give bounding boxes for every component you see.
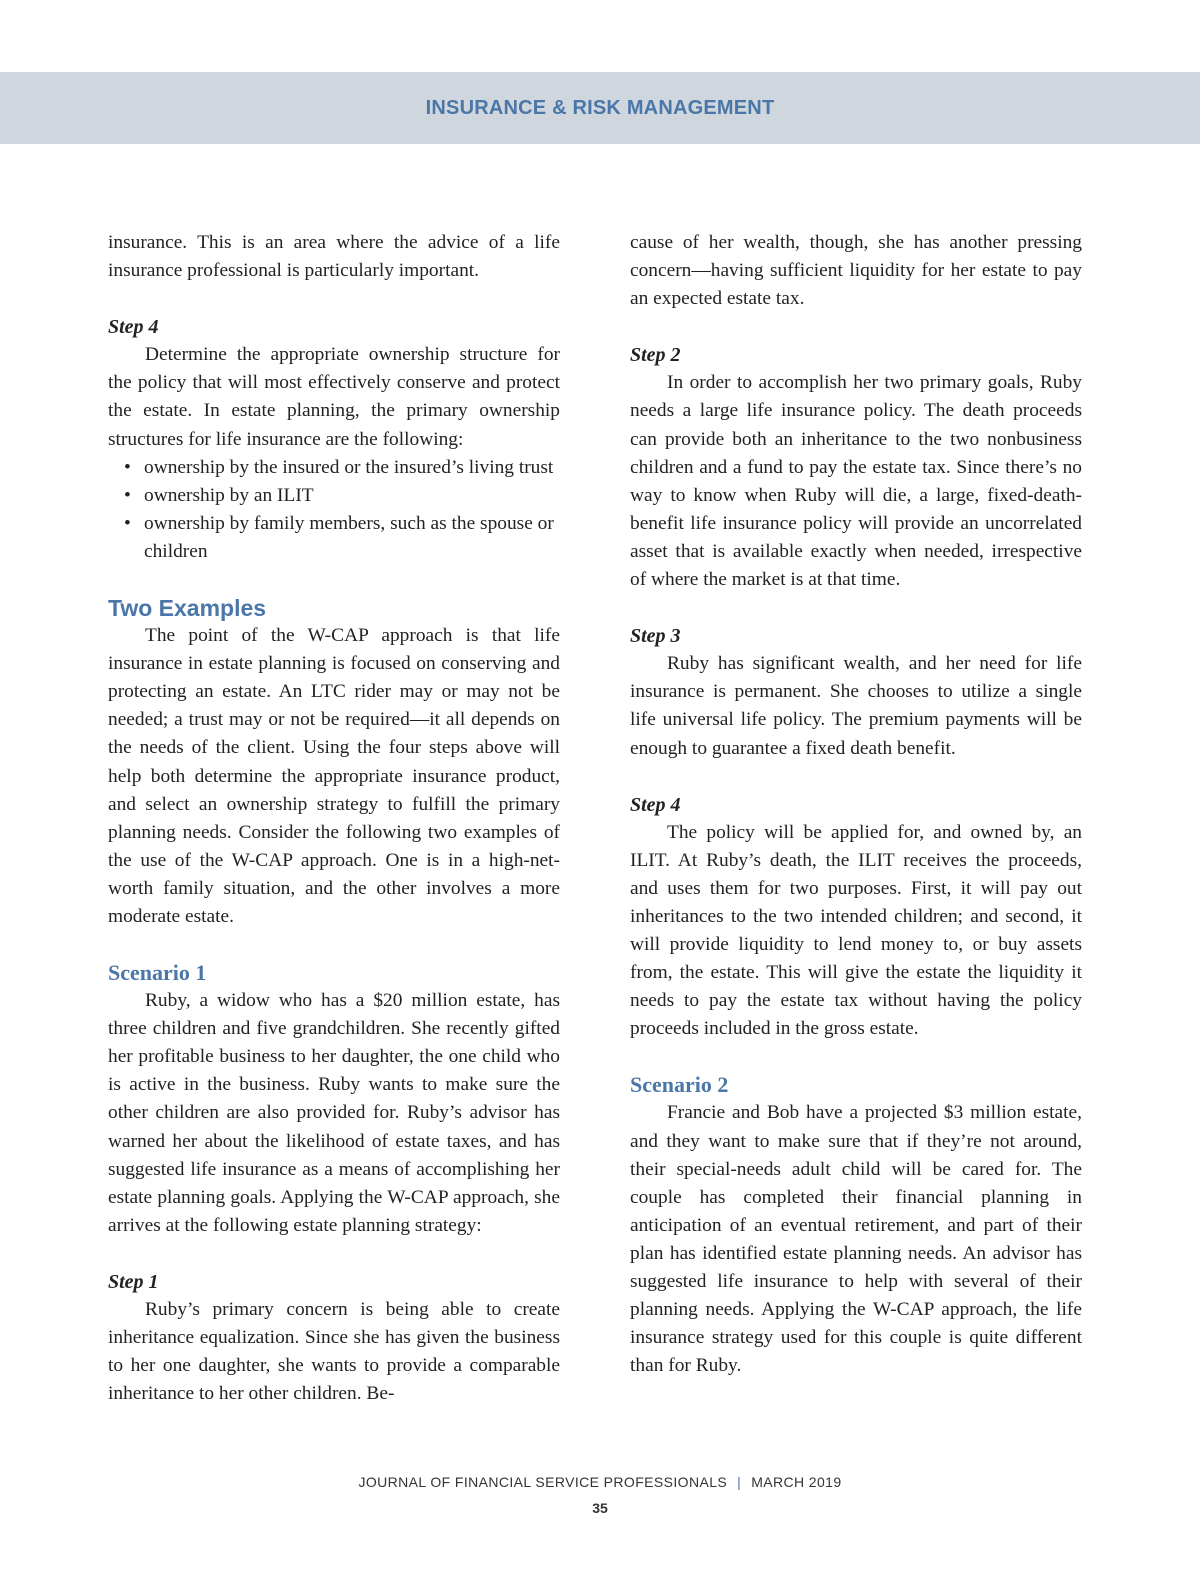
section-header-band bbox=[0, 72, 1200, 144]
journal-name: JOURNAL OF FINANCIAL SERVICE PROFESSIONALS bbox=[358, 1474, 728, 1490]
step-3-heading: Step 3 bbox=[630, 625, 681, 648]
page-number: 35 bbox=[592, 1500, 608, 1516]
step-4-heading: Step 4 bbox=[108, 316, 159, 339]
ownership-list bbox=[108, 454, 560, 566]
step-2-paragraph: In order to accomplish her two primary goals, Ruby needs a large life insurance policy. The death proceeds can provide both an inheritance to the two nonbusiness children and a fund to pay the estate tax. Since there’s no way to know when Ruby will die, a large, fixed-death-benefit life insurance policy will provide an uncorrelated asset that is available exactly when needed, irrespective of where the market is at that time. bbox=[630, 372, 1082, 591]
step-4-heading: Step 4 bbox=[630, 793, 681, 816]
journal-footer bbox=[0, 1474, 1200, 1490]
two-examples-heading: Two Examples bbox=[108, 595, 267, 622]
step-1-paragraph: Ruby’s primary concern is being able to create inheritance equalization. Since she has given the business to her one daughter, she wants to provide a comparable inheritance to her other children. Be- bbox=[108, 1299, 560, 1405]
two-examples-paragraph: The point of the W-CAP approach is that life insurance in estate planning is focused on conserving and protecting an estate. An LTC rider may or may not be needed; a trust may or not be required—it all depends on the needs of the client. Using the four steps above will help both determine the appropriate insurance product, and select an ownership strategy to fulfill the primary planning needs. Consider the following two examples of the use of the W-CAP approach. One is in a high-net-worth family situation, and the other involves a more moderate estate. bbox=[108, 625, 560, 927]
issue-date: MARCH 2019 bbox=[751, 1474, 842, 1490]
scenario-2-heading: Scenario 2 bbox=[630, 1072, 729, 1098]
scenario-1-heading: Scenario 1 bbox=[108, 960, 207, 986]
step-1-heading: Step 1 bbox=[108, 1270, 159, 1293]
section-title: INSURANCE & RISK MANAGEMENT bbox=[425, 96, 775, 119]
step-4-paragraph: Determine the appropriate ownership structure for the policy that will most effectively conserve and protect the estate. In estate planning, the primary ownership structures for life insurance are the following: bbox=[108, 344, 560, 450]
step-3-paragraph: Ruby has significant wealth, and her need for life insurance is permanent. She chooses to utilize a single life universal life policy. The premium payments will be enough to guarantee a fixed death benefit. bbox=[630, 653, 1082, 759]
intro-paragraph: insurance. This is an area where the advice of a life insurance professional is particularly important. bbox=[108, 232, 560, 282]
step-4-paragraph: The policy will be applied for, and owned by, an ILIT. At Ruby’s death, the ILIT receives the proceeds, and uses them for two purposes. First, it will pay out inheritances to the two intended children; and second, it will provide liquidity to lend money to, or buy assets from, the estate. This will give the estate the liquidity it needs to pay the estate tax without having the policy proceeds included in the gross estate. bbox=[630, 821, 1082, 1040]
list-item: • ownership by family members, such as the spouse or children bbox=[108, 510, 560, 566]
step-2-heading: Step 2 bbox=[630, 344, 681, 367]
list-item: • ownership by the insured or the insured’s living trust bbox=[108, 454, 560, 482]
continued-paragraph: cause of her wealth, though, she has another pressing concern—having sufficient liquidity for her estate to pay an expected estate tax. bbox=[630, 232, 1082, 310]
left-column bbox=[108, 229, 560, 1408]
footer-separator: | bbox=[737, 1474, 742, 1490]
scenario-2-paragraph: Francie and Bob have a projected $3 million estate, and they want to make sure that if they’re not around, their special-needs adult child will be cared for. The couple has completed their financial planning in anticipation of an eventual retirement, and part of their plan has identified estate planning needs. An advisor has suggested life insurance to help with several of their planning needs. Applying the W-CAP approach, the life insurance strategy used for this couple is quite different than for Ruby. bbox=[630, 1102, 1082, 1377]
list-item: • ownership by an ILIT bbox=[108, 482, 560, 510]
right-column bbox=[630, 229, 1082, 1380]
scenario-1-paragraph: Ruby, a widow who has a $20 million estate, has three children and five grandchildren. She recently gifted her profitable business to her daughter, the one child who is active in the business. Ruby wants to make sure the other children are also provided for. Ruby’s advisor has warned her about the likelihood of estate taxes, and has suggested life insurance as a means of accomplishing her estate planning goals. Applying the W-CAP approach, she arrives at the following estate planning strategy: bbox=[108, 990, 560, 1236]
